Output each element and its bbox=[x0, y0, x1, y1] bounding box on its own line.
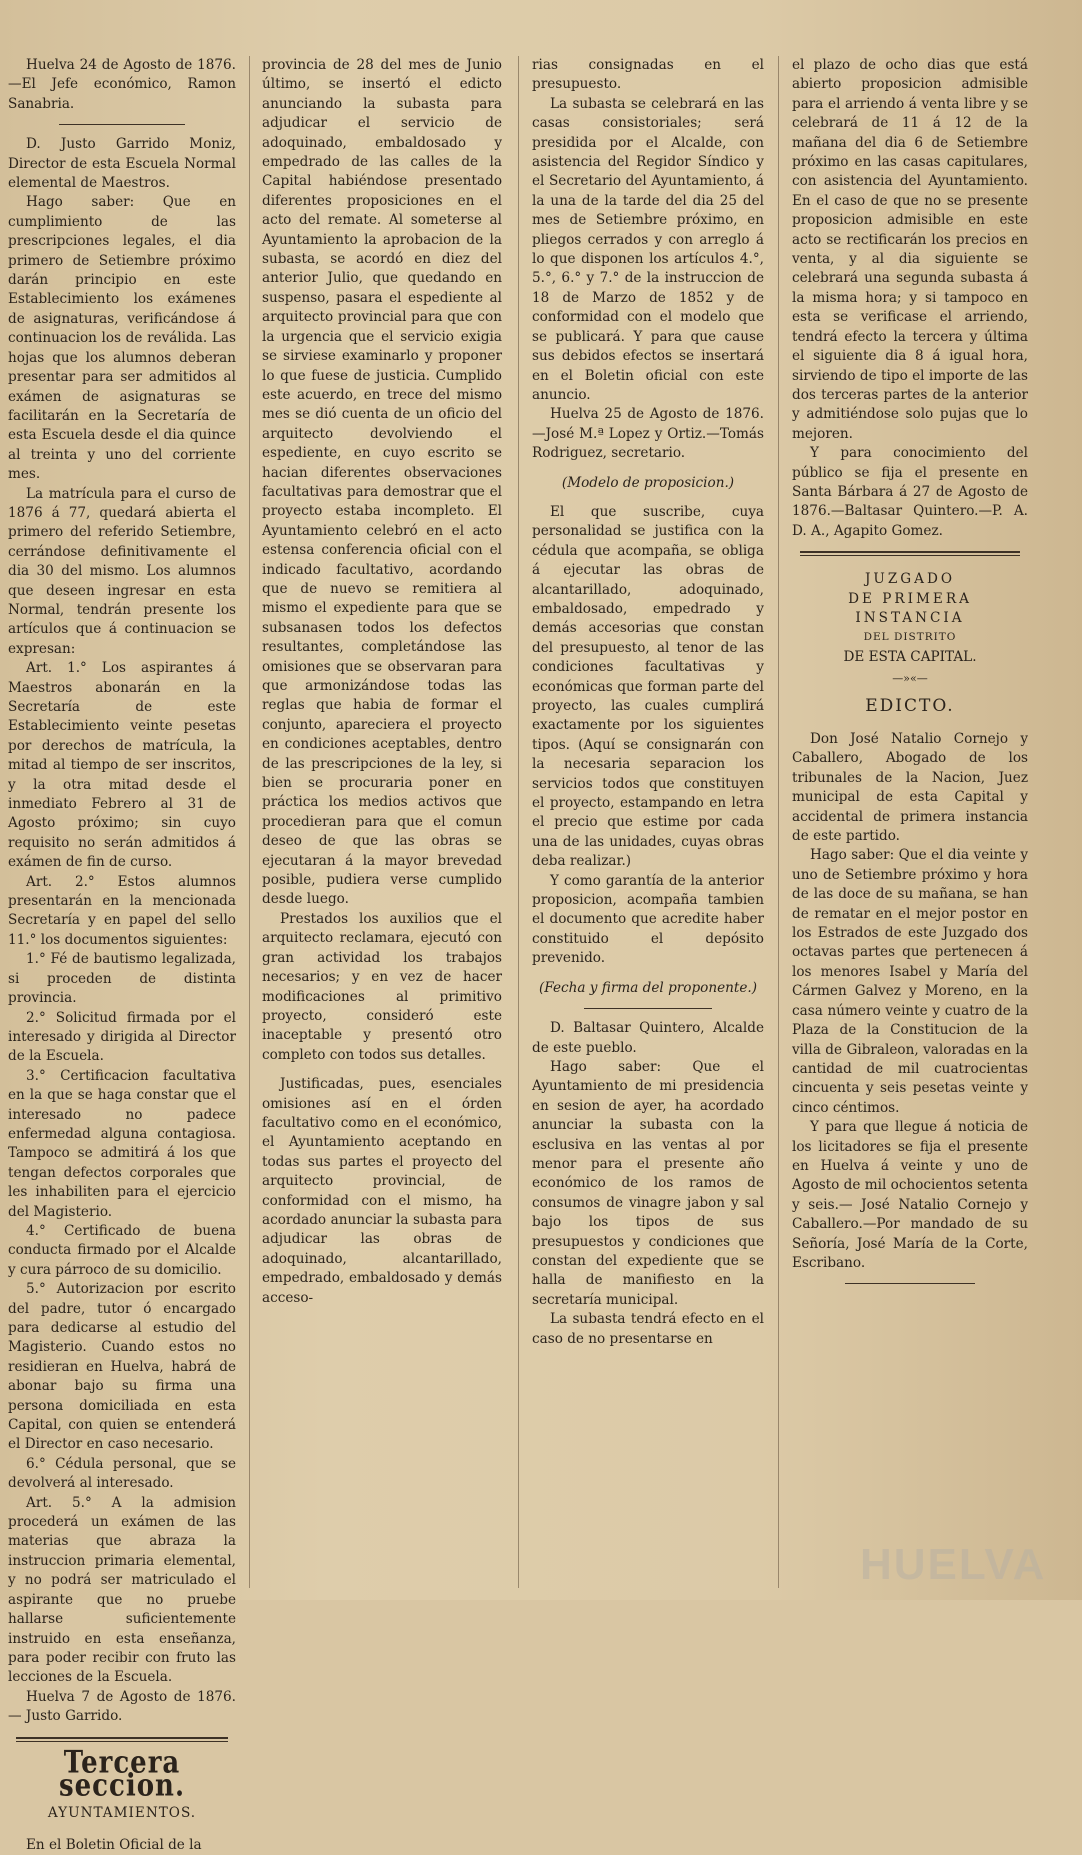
paragraph: D. Baltasar Quintero, Alcalde de este pueblo. bbox=[532, 1020, 764, 1056]
paragraph: Hago saber: Que el dia veinte y uno de Setiembre próximo y hora de las doce de su mañana, se han de rematar en el mejor postor en los Estrados de este Juzgado dos octavas partes que pertenecen á los menores Isabel y María del Cármen Galvez y Moreno, en la casa número veinte y cuatro de la Plaza de la Constitucion de la villa de Gibraleon, valoradas en la cantidad de mil cuatrocientas cincuenta y seis pesetas veinte y cinco céntimos. bbox=[792, 847, 1028, 1116]
paragraph: 5.° Autorizacion por escrito del padre, tutor ó encargado para dedicarse al estudio del Magisterio. Cuando estos no residieran en Huelva, habrá de abonar bajo su firma una persona domiciliada en esta Capital, con quien se entenderá el Director en caso necesario. bbox=[8, 1281, 236, 1453]
divider bbox=[584, 1008, 712, 1009]
paragraph: Prestados los auxilios que el arquitecto reclamara, ejecutó con gran actividad los trabajos necesarios; y en vez de hacer modificaciones al primitivo proyecto, consideró este inaceptable y presentó otro completo con todos sus detalles. bbox=[262, 910, 502, 1063]
column-rule bbox=[778, 56, 779, 1588]
column-rule bbox=[249, 56, 250, 1588]
paragraph: Huelva 7 de Agosto de 1876.— Justo Garrido. bbox=[8, 1688, 236, 1725]
paragraph: rias consignadas en el presupuesto. bbox=[532, 57, 764, 93]
library-watermark: HUELVA bbox=[860, 1540, 1047, 1589]
paragraph: La subasta se celebrará en las casas consistoriales; será presidida por el Alcalde, con asistencia del Regidor Síndico y el Secretario del Ayuntamiento, á la una de la tarde del dia 25 del mes de Setiembre próximo, en pliegos cerrados y con arreglo á lo que disponen los artículos 4.°, 5.°, 6.° y 7.° de la instruccion de 18 de Marzo de 1852 y de conformidad con el modelo que se publicará. Y para que cause sus debidos efectos se insertará en el Boletin oficial con este anuncio. bbox=[532, 95, 764, 403]
paragraph: 4.° Certificado de buena conducta firmado por el Alcalde y cura párroco de su domicilio. bbox=[8, 1222, 236, 1278]
divider bbox=[800, 551, 1020, 556]
paragraph: Huelva 24 de Agosto de 1876. —El Jefe económico, Ramon Sanabria. bbox=[8, 57, 236, 112]
paragraph: Y como garantía de la anterior proposicion, acompaña tambien el documento que acredite haber constituido el depósito prevenido. bbox=[532, 872, 764, 967]
paragraph: D. Justo Garrido Moniz, Director de esta Escuela Normal elemental de Maestros. bbox=[8, 136, 236, 192]
paragraph: Art. 2.° Estos alumnos presentarán en la mencionada Secretaría y en papel del sello 11.° los documentos siguientes: bbox=[8, 873, 236, 948]
paragraph: Huelva 25 de Agosto de 1876.—José M.ª Lopez y Ortiz.—Tomás Rodriguez, secretario. bbox=[532, 406, 764, 462]
paragraph: provincia de 28 del mes de Junio último, se insertó el edicto anunciando la subasta para adjudicar el servicio de adoquinado, embaldosado y empedrado de las calles de la Capital habiéndose presentado diferentes proposiciones en el acto del remate. Al someterse al Ayuntamiento la aprobacion de la subasta, se acordó en diez del anterior Julio, que quedando en suspenso, pasara el espediente al arquitecto provincial para que con la urgencia que el servicio exigia se sirviese examinarlo y proponer lo que fuese de justicia. Cumplido este acuerdo, en trece del mismo mes se dió cuenta de un oficio del arquitecto devolviendo el espediente, en cuyo escrito se hacian diferentes observaciones facultativas para demostrar que el proyecto estaba incompleto. El Ayuntamiento celebró en el acto estensa conferencia oficial con el indicado facultativo, acordando que de nuevo se remitiera al mismo el expediente para que se subsanasen todos los defectos resultantes, completándose las omisiones que se observaran para que armonizándose todas las reglas que habia de formar el conjunto, apareciera el proyecto en condiciones aceptables, dentro de las prescripciones de la ley, si bien se procuraria poner en práctica los medios activos que procedieran para que el comun deseo de que las obras se ejecutaran á la mayor brevedad posible, pudiera verse cumplido desde luego. bbox=[262, 57, 502, 908]
court-heading: DEL DISTRITO bbox=[863, 631, 957, 644]
paragraph: el plazo de ocho dias que está abierto proposicion admisible para el arriendo á venta libre y se celebrará de 11 á 12 de la mañana del dia 6 de Setiembre próximo en las casas capitulares, con asistencia del Ayuntamiento. En el caso de que no se presente proposicion admisible en este acto se rectificarán los precios en venta, y al dia siguiente se celebrará una segunda subasta á la misma hora; y si tampoco en esta se verificase el arriendo, tendrá efecto la tercera y última el siguiente dia 8 á igual hora, sirviendo de tipo el importe de las dos terceras partes de la anterior y admitiéndose solo pujas que lo mejoren. bbox=[792, 57, 1028, 442]
paragraph: Art. 5.° A la admision procederá un exámen de las materias que abraza la instruccion primaria elemental, y no podrá ser matriculado el aspirante que no pruebe hallarse suficientemente instruido en esta enseñanza, para poder recibir con fruto las lecciones de la Escuela. bbox=[8, 1494, 236, 1686]
model-heading: (Modelo de proposicion.) bbox=[561, 474, 735, 491]
column-3 bbox=[532, 56, 764, 1590]
paragraph: 2.° Solicitud firmada por el interesado y dirigida al Director de la Escuela. bbox=[8, 1009, 236, 1065]
section-title: Tercera seccion. bbox=[58, 1744, 185, 1804]
column-2 bbox=[262, 56, 502, 1590]
court-heading: JUZGADO bbox=[864, 571, 956, 588]
divider bbox=[845, 1283, 975, 1284]
paragraph: 1.° Fé de bautismo legalizada, si proceden de distinta provincia. bbox=[8, 951, 236, 1007]
paragraph: 3.° Certificacion facultativa en la que se haga constar que el interesado no padece enfermedad alguna contagiosa. Tampoco se admitirá á los que tengan defectos corporales que les inhabiliten para el ejercicio del Magisterio. bbox=[8, 1067, 236, 1220]
paragraph: Hago saber: Que el Ayuntamiento de mi presidencia en sesion de ayer, ha acordado anunciar la subasta con la esclusiva en las ventas al por menor para el presente año económico de los ramos de consumos de vinagre jabon y sal bajo los tipos de sus presupuestos y condiciones que constan del expediente que se halla de manifiesto en la secretaría municipal. bbox=[532, 1058, 764, 1308]
ornament: —»«— bbox=[892, 672, 928, 686]
section-subtitle: AYUNTAMIENTOS. bbox=[47, 1805, 197, 1822]
paragraph: Y para que llegue á noticia de los licitadores se fija el presente en Huelva á veinte y uno de Agosto de mil ochocientos setenta y seis.— José Natalio Cornejo y Caballero.—Por mandado de su Señoría, José María de la Corte, Escribano. bbox=[792, 1119, 1028, 1271]
paragraph: Don José Natalio Cornejo y Caballero, Abogado de los tribunales de la Nacion, Juez municipal de esta Capital y accidental de primera instancia de este partido. bbox=[792, 731, 1028, 845]
paragraph: Hago saber: Que en cumplimiento de las prescripciones legales, el dia primero de Setiembre próximo darán principio en este Establecimiento los exámenes de asignaturas, verificándose á continuacion los de reválida. Las hojas que los alumnos deberan presentar para ser admitidos al exámen de asignaturas se facilitarán en la Secretaría de esta Escuela desde el dia quince al treinta y uno del corriente mes. bbox=[8, 194, 236, 483]
divider bbox=[59, 124, 184, 125]
signature-note: (Fecha y firma del proponente.) bbox=[538, 979, 758, 996]
paragraph: La matrícula para el curso de 1876 á 77, quedará abierta el primero del referido Setiembre, cerrándose definitivamente el dia 30 del mismo. Los alumnos que deseen ingresar en esta Normal, tendrán presente los artículos que á continuacion se expresan: bbox=[8, 485, 236, 657]
divider bbox=[16, 1737, 228, 1742]
paragraph: El que suscribe, cuya personalidad se justifica con la cédula que acompaña, se obliga á ejecutar las obras de alcantarillado, adoquinado, embaldosado, empedrado y demás accesorias que constan del presupuesto, al tenor de las condiciones facultativas y económicas que forman parte del proyecto, las cuales cumplirá exactamente por los siguientes tipos. (Aquí se consignarán con la necesaria separacion los servicios todos que constituyen el proyecto, estampando en letra el precio que estime por cada una de las unidades, cuyas obras deba realizar.) bbox=[532, 503, 764, 870]
edict-title: EDICTO. bbox=[865, 695, 955, 716]
court-heading: DE ESTA CAPITAL. bbox=[843, 648, 977, 665]
paragraph: La subasta tendrá efecto en el caso de no presentarse en bbox=[532, 1311, 764, 1347]
paragraph: Justificadas, pues, esenciales omisiones así en el órden facultativo como en el económico, el Ayuntamiento aceptando en todas sus partes el proyecto del arquitecto provincial, de conformidad con el mismo, ha acordado anunciar la subasta para adjudicar las obras de adoquinado, alcantarillado, empedrado, embaldosado y demás acceso- bbox=[262, 1076, 502, 1306]
paragraph: Y para conocimiento del público se fija el presente en Santa Bárbara á 27 de Agosto de 1876.—Baltasar Quintero.—P. A. D. A., Agapito Gomez. bbox=[792, 445, 1028, 539]
column-rule bbox=[518, 56, 519, 1588]
column-1 bbox=[8, 56, 236, 1853]
paragraph: Art. 1.° Los aspirantes á Maestros abonarán en la Secretaría de este Establecimiento veinte pesetas por derechos de matrícula, la mitad al tiempo de ser inscritos, y la otra mitad desde el inmediato Febrero al 31 de Agosto próximo; sin cuyo requisito no serán admitidos á exámen de fin de curso. bbox=[8, 660, 236, 871]
court-heading: DE PRIMERA INSTANCIA bbox=[848, 590, 972, 626]
paragraph: 6.° Cédula personal, que se devolverá al interesado. bbox=[8, 1455, 236, 1492]
column-4 bbox=[792, 56, 1028, 1590]
paragraph: En el Boletin Oficial de la bbox=[26, 1836, 202, 1853]
